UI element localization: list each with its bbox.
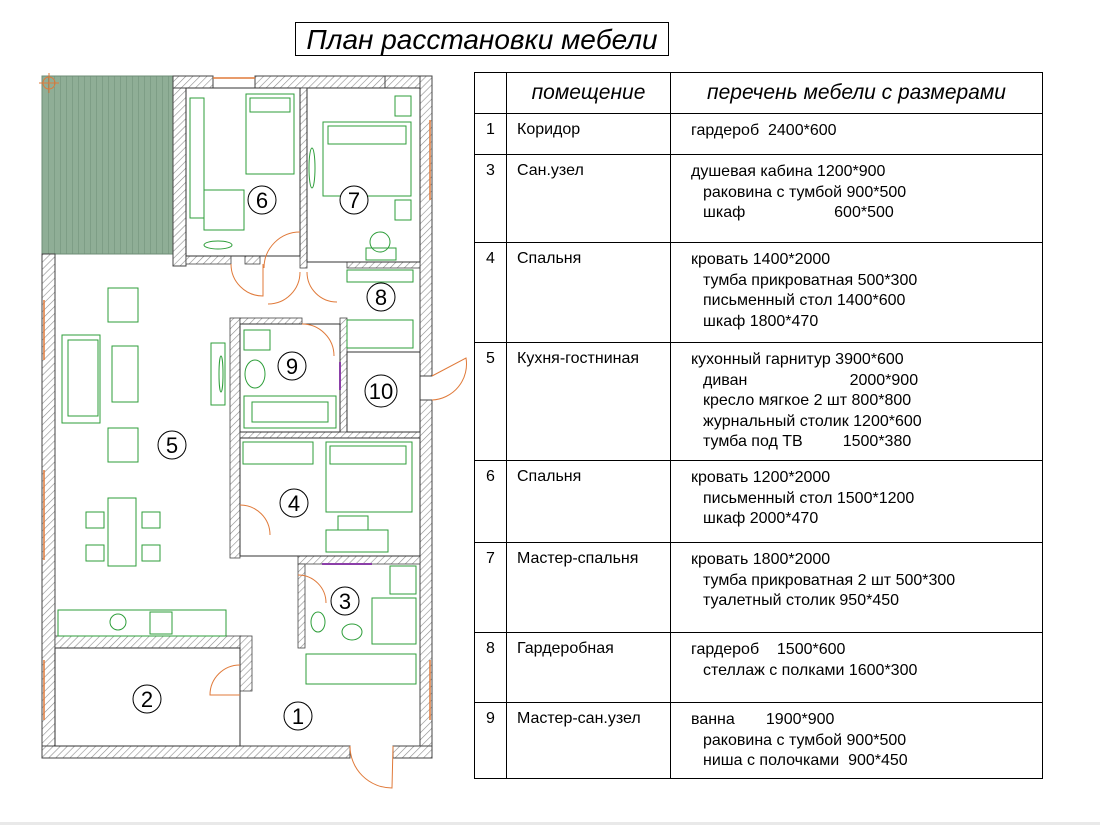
room-name-cell: Коридор xyxy=(507,114,671,155)
floor-plan xyxy=(0,0,470,825)
table-row xyxy=(475,703,1043,779)
furniture-table xyxy=(474,72,1043,779)
room-name-cell: Кухня-гостниная xyxy=(507,343,671,461)
room-name-cell: Мастер-спальня xyxy=(507,543,671,633)
table-row xyxy=(475,461,1043,543)
room-label-3: 3 xyxy=(338,589,352,614)
furniture-item: шкаф 1800*470 xyxy=(703,312,819,330)
furniture-item: раковина с тумбой 900*500 xyxy=(703,183,907,201)
room-number-cell: 3 xyxy=(475,155,507,243)
room-name-cell: Гардеробная xyxy=(507,633,671,703)
furniture-list-cell xyxy=(671,114,1043,155)
page-title: План расстановки мебели xyxy=(295,22,669,56)
furniture-item: туалетный столик 950*450 xyxy=(703,592,900,609)
furniture-list-cell xyxy=(671,461,1043,543)
room-label-10: 10 xyxy=(368,379,394,404)
furniture-item: гардероб 2400*600 xyxy=(691,122,837,139)
room-number-cell: 9 xyxy=(475,703,507,779)
table-row xyxy=(475,343,1043,461)
furniture-item: гардероб 1500*600 xyxy=(691,641,846,658)
furniture-item: ванна 1900*900 xyxy=(691,711,835,728)
room-label-6: 6 xyxy=(255,188,269,213)
room-label-5: 5 xyxy=(165,433,179,458)
furniture-item: журнальный столик 1200*600 xyxy=(703,412,922,430)
room-label-9: 9 xyxy=(285,354,299,379)
furniture-item: шкаф 2000*470 xyxy=(703,510,819,527)
table-header-num xyxy=(475,73,507,114)
furniture-list-cell xyxy=(671,633,1043,703)
room-number-cell: 4 xyxy=(475,243,507,343)
table-header-room: помещение xyxy=(507,73,671,114)
table-row xyxy=(475,155,1043,243)
furniture-item: душевая кабина 1200*900 xyxy=(691,163,886,180)
furniture-list-cell xyxy=(671,543,1043,633)
furniture-item: стеллаж с полками 1600*300 xyxy=(703,661,918,679)
furniture-item: раковина с тумбой 900*500 xyxy=(703,731,907,749)
room-label-8: 8 xyxy=(374,285,388,310)
room-label-7: 7 xyxy=(347,188,361,213)
room-number-cell: 7 xyxy=(475,543,507,633)
table-row xyxy=(475,243,1043,343)
room-number-cell: 1 xyxy=(475,114,507,155)
furniture-item: кровать 1400*2000 xyxy=(691,251,831,268)
furniture-list-cell xyxy=(671,155,1043,243)
furniture-item: тумба прикроватная 500*300 xyxy=(703,271,918,289)
room-label-4: 4 xyxy=(287,491,301,516)
room-name-cell: Спальня xyxy=(507,243,671,343)
room-label-1: 1 xyxy=(291,704,305,729)
terrace xyxy=(42,76,173,254)
furniture-list-cell xyxy=(671,343,1043,461)
furniture-item: кухонный гарнитур 3900*600 xyxy=(691,351,904,368)
furniture-item: письменный стол 1400*600 xyxy=(703,292,906,309)
room-name-cell: Сан.узел xyxy=(507,155,671,243)
furniture-item: тумба под ТВ 1500*380 xyxy=(703,433,912,450)
furniture-item: письменный стол 1500*1200 xyxy=(703,489,915,507)
room-number-cell: 8 xyxy=(475,633,507,703)
furniture-list-cell xyxy=(671,703,1043,779)
room-name-cell: Спальня xyxy=(507,461,671,543)
table-header-row xyxy=(475,73,1043,114)
furniture-item: кровать 1200*2000 xyxy=(691,469,831,486)
furniture-item: диван 2000*900 xyxy=(703,371,919,389)
table-header-furniture: перечень мебели с размерами xyxy=(671,73,1043,114)
room-number-cell: 6 xyxy=(475,461,507,543)
room-number-cell: 5 xyxy=(475,343,507,461)
table-body xyxy=(475,114,1043,779)
furniture-item: тумба прикроватная 2 шт 500*300 xyxy=(703,571,956,589)
table-row xyxy=(475,633,1043,703)
furniture-item: шкаф 600*500 xyxy=(703,204,894,221)
table-row xyxy=(475,543,1043,633)
furniture-item: ниша с полочками 900*450 xyxy=(703,752,908,769)
furniture-item: кресло мягкое 2 шт 800*800 xyxy=(703,392,912,409)
furniture-list-cell xyxy=(671,243,1043,343)
furniture-item: кровать 1800*2000 xyxy=(691,551,831,568)
room-label-2: 2 xyxy=(140,687,154,712)
table-row xyxy=(475,114,1043,155)
room-name-cell: Мастер-сан.узел xyxy=(507,703,671,779)
